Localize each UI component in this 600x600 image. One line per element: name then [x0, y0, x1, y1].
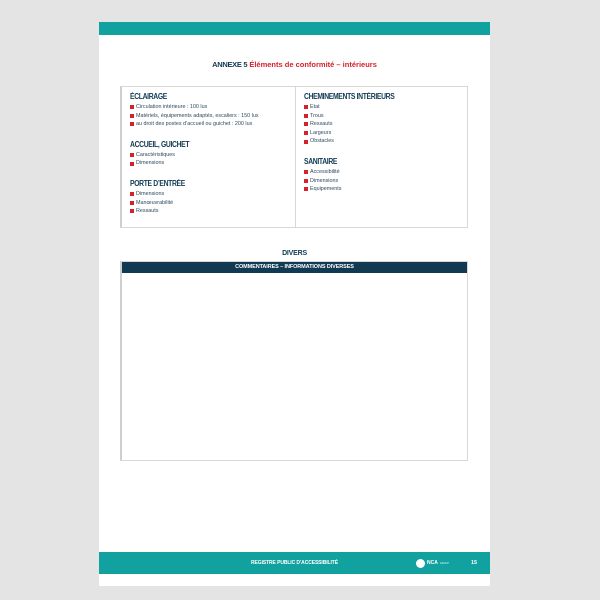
list-item: Manœuvrabilité: [130, 199, 295, 208]
section-accueil-guichet: [130, 140, 295, 168]
bullet-square-icon: [304, 131, 308, 135]
section-sanitaire: [304, 157, 467, 194]
document-page: [99, 22, 490, 586]
comments-box: [120, 261, 468, 461]
bullet-square-icon: [304, 170, 308, 174]
bullet-square-icon: [304, 179, 308, 183]
section-cheminements-interieurs: [304, 92, 467, 146]
list-item: Dimensions: [304, 177, 467, 186]
annex-title: [99, 60, 490, 70]
list-item: Ressauts: [304, 120, 467, 129]
list-item: Dimensions: [130, 190, 295, 199]
bullet-square-icon: [130, 201, 134, 205]
annex-number: ANNEXE 5: [212, 60, 248, 69]
list-item: Trous: [304, 112, 467, 121]
top-accent-bar: [99, 22, 490, 35]
list-item: Caractéristiques: [130, 151, 295, 160]
footer-title: REGISTRE PUBLIC D’ACCESSIBILITÉ: [251, 560, 338, 566]
bullet-square-icon: [130, 162, 134, 166]
bullet-square-icon: [130, 153, 134, 157]
bullet-square-icon: [130, 114, 134, 118]
logo-circle-icon: [416, 559, 425, 568]
list-item: Ressauts: [130, 207, 295, 216]
logo-subtext: GROUP: [439, 561, 450, 565]
company-logo: [416, 558, 450, 568]
list-item: Circulation intérieure : 100 lux: [130, 103, 295, 112]
list-item: Equipements: [304, 185, 467, 194]
list-item: Obstacles: [304, 137, 467, 146]
checklist-left-column: [122, 87, 296, 227]
logo-text: NCA: [427, 560, 438, 566]
annex-heading: Éléments de conformité – intérieurs: [249, 60, 377, 69]
section-title: SANITAIRE: [304, 156, 338, 166]
divers-heading: DIVERS: [282, 250, 307, 257]
list-item: Dimensions: [130, 159, 295, 168]
comments-header: COMMENTAIRES – INFORMATIONS DIVERSES: [122, 262, 467, 273]
checklist-right-column: [296, 87, 467, 227]
bullet-square-icon: [304, 187, 308, 191]
bullet-square-icon: [130, 122, 134, 126]
page-number: 15: [471, 560, 478, 566]
bullet-square-icon: [130, 105, 134, 109]
list-item: Largeurs: [304, 129, 467, 138]
section-title: PORTE D’ENTRÉE: [130, 178, 185, 188]
list-item: Matériels, équipements adaptés, escaliers : 150 lux: [130, 112, 295, 121]
section-title: ÉCLAIRAGE: [130, 92, 167, 101]
bullet-square-icon: [130, 192, 134, 196]
list-item: Accessibilité: [304, 168, 467, 177]
bullet-square-icon: [130, 209, 134, 213]
list-item: au droit des postes d’accueil ou guichet : 200 lux: [130, 120, 295, 129]
section-porte-entree: [130, 179, 295, 216]
bullet-square-icon: [304, 122, 308, 126]
bullet-square-icon: [304, 114, 308, 118]
comments-field[interactable]: [122, 273, 467, 461]
list-item: Etat: [304, 103, 467, 112]
footer-bar: [99, 552, 490, 574]
conformity-checklist: [120, 86, 468, 228]
section-eclairage: [130, 92, 295, 129]
bullet-square-icon: [304, 140, 308, 144]
bullet-square-icon: [304, 105, 308, 109]
section-title: ACCUEIL, GUICHET: [130, 139, 190, 149]
section-title: CHEMINEMENTS INTÉRIEURS: [304, 92, 395, 101]
